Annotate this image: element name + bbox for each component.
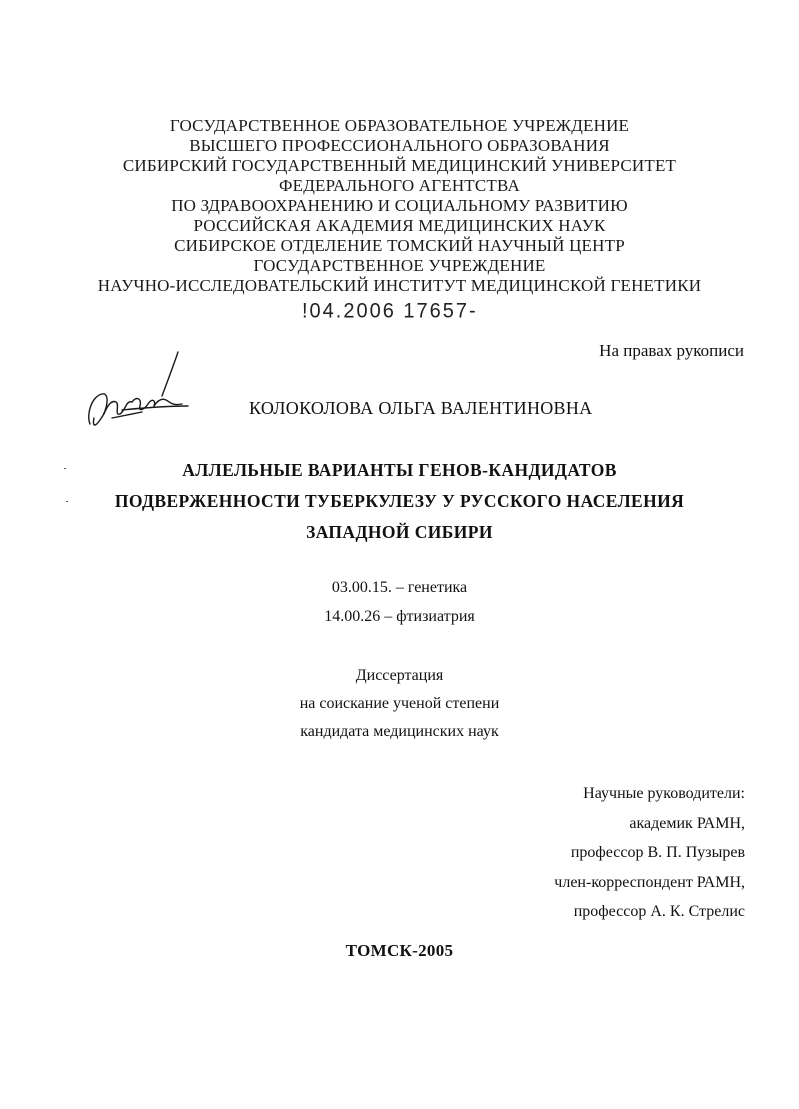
specialty-codes — [0, 573, 799, 631]
degree-line: на соискание ученой степени — [299, 695, 500, 712]
advisor-line: член-корреспондент РАМН, — [554, 873, 745, 891]
advisor-line: профессор А. К. Стрелис — [573, 903, 745, 920]
institution-line: ГОСУДАРСТВЕННОЕ УЧРЕЖДЕНИЕ — [253, 256, 546, 275]
institution-line: ВЫСШЕГО ПРОФЕССИОНАЛЬНОГО ОБРАЗОВАНИЯ — [189, 136, 610, 155]
degree-line: кандидата медицинских наук — [300, 723, 499, 740]
institution-line: СИБИРСКОЕ ОТДЕЛЕНИЕ ТОМСКИЙ НАУЧНЫЙ ЦЕНТР — [174, 236, 625, 255]
title-line: АЛЛЕЛЬНЫЕ ВАРИАНТЫ ГЕНОВ-КАНДИДАТОВ — [182, 460, 617, 480]
dissertation-title — [0, 455, 799, 548]
advisors-heading: Научные руководители: — [583, 785, 745, 802]
institution-header — [0, 116, 799, 296]
author-name: КОЛОКОЛОВА ОЛЬГА ВАЛЕНТИНОВНА — [249, 398, 593, 418]
specialty-line: 14.00.26 – фтизиатрия — [324, 608, 475, 625]
specialty-line: 03.00.15. – генетика — [331, 579, 468, 596]
city-year: ТОМСК-2005 — [345, 941, 454, 960]
title-line: ПОДВЕРЖЕННОСТИ ТУБЕРКУЛЕЗУ У РУССКОГО НАСЕЛЕНИЯ — [114, 491, 685, 511]
institution-line: ПО ЗДРАВООХРАНЕНИЮ И СОЦИАЛЬНОМУ РАЗВИТИЮ — [171, 196, 628, 215]
institution-line: СИБИРСКИЙ ГОСУДАРСТВЕННЫЙ МЕДИЦИНСКИЙ УНИВЕРСИТЕТ — [122, 156, 677, 175]
rights-note: На правах рукописи — [599, 341, 744, 360]
institution-line: НАУЧНО-ИССЛЕДОВАТЕЛЬСКИЙ ИНСТИТУТ МЕДИЦИНСКОЙ ГЕНЕТИКИ — [97, 276, 702, 295]
scan-speck — [64, 468, 66, 469]
scientific-advisors — [554, 779, 745, 927]
handwritten-signature — [82, 344, 194, 432]
title-line: ЗАПАДНОЙ СИБИРИ — [306, 522, 493, 542]
degree-line: Диссертация — [355, 667, 444, 684]
advisor-line: профессор В. П. Пузырев — [570, 844, 745, 861]
degree-statement — [0, 662, 799, 746]
registration-stamp-number: !04.2006 17657- — [302, 299, 478, 323]
scan-speck — [66, 501, 68, 502]
institution-line: РОССИЙСКАЯ АКАДЕМИЯ МЕДИЦИНСКИХ НАУК — [193, 216, 606, 235]
institution-line: ГОСУДАРСТВЕННОЕ ОБРАЗОВАТЕЛЬНОЕ УЧРЕЖДЕНИЕ — [169, 116, 630, 135]
advisor-line: академик РАМН, — [629, 814, 745, 832]
institution-line: ФЕДЕРАЛЬНОГО АГЕНТСТВА — [279, 176, 520, 195]
